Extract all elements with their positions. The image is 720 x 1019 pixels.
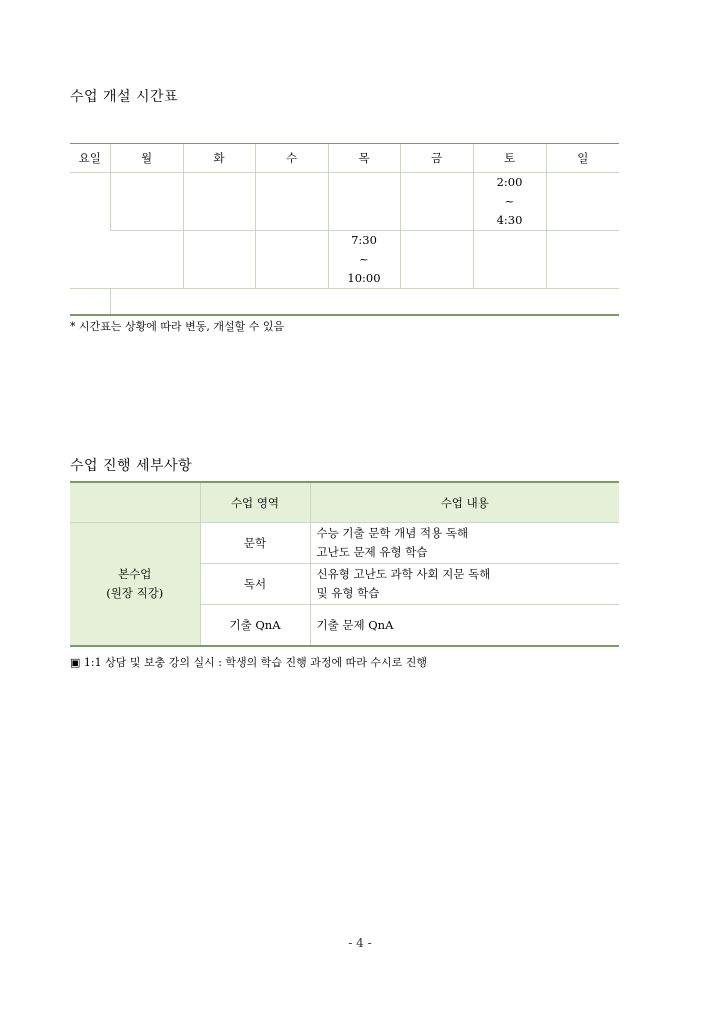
thu-end-time: 10:00: [347, 271, 381, 285]
header-fri: 금: [400, 144, 473, 173]
group-label: 본수업: [118, 567, 152, 581]
schedule-title: 수업 개설 시간표: [70, 89, 179, 105]
details-footnote: ▣ 1:1 상담 및 보충 강의 실시 : 학생의 학습 진행 과정에 따라 수시로 진행: [70, 656, 428, 669]
schedule-table: [70, 143, 619, 316]
header-thu: 목: [328, 144, 400, 173]
header-sat: 토: [473, 144, 546, 173]
header-day: 요일: [70, 144, 110, 173]
content-cell: [310, 523, 619, 564]
thu-slot-cell: [328, 231, 400, 289]
schedule-note: * 시간표는 상황에 따라 변동, 개설할 수 있음: [70, 320, 285, 333]
thu-start-time: 7:30: [351, 233, 377, 247]
content-line: 고난도 문제 유형 학습: [316, 545, 428, 559]
content-line: 기출 문제 QnA: [316, 617, 394, 632]
header-sun: 일: [546, 144, 619, 173]
area-cell: 독서: [200, 564, 310, 605]
content-line: 및 유형 학습: [316, 586, 380, 600]
header-area: 수업 영역: [200, 482, 310, 523]
schedule-row: [70, 173, 619, 231]
details-row: [70, 523, 619, 564]
header-content: 수업 내용: [310, 482, 619, 523]
content-cell: [310, 605, 619, 647]
sat-start-time: 2:00: [496, 175, 523, 189]
row-label-cell: [70, 173, 110, 289]
header-blank: [70, 482, 200, 523]
sat-slot-cell: [473, 173, 546, 231]
area-cell: 기출 QnA: [200, 605, 310, 647]
header-wed: 수: [255, 144, 328, 173]
content-cell: [310, 564, 619, 605]
details-table: [70, 481, 619, 647]
content-line: 수능 기출 문학 개념 적용 독해: [316, 526, 469, 540]
group-cell: [70, 523, 200, 647]
area-cell: 문학: [200, 523, 310, 564]
page-number: - 4 -: [348, 936, 372, 950]
group-sublabel: (원장 직강): [106, 586, 164, 600]
thu-tilde: ~: [359, 252, 369, 266]
header-tue: 화: [183, 144, 255, 173]
schedule-header-row: [70, 144, 619, 173]
sat-tilde: ~: [504, 194, 515, 208]
schedule-row: [70, 231, 619, 289]
sat-end-time: 4:30: [496, 213, 523, 227]
header-mon: 월: [110, 144, 183, 173]
schedule-row: [70, 289, 619, 316]
details-header-row: [70, 482, 619, 523]
details-title: 수업 진행 세부사항: [70, 458, 193, 474]
content-line: 신유형 고난도 과학 사회 지문 독해: [316, 567, 491, 581]
